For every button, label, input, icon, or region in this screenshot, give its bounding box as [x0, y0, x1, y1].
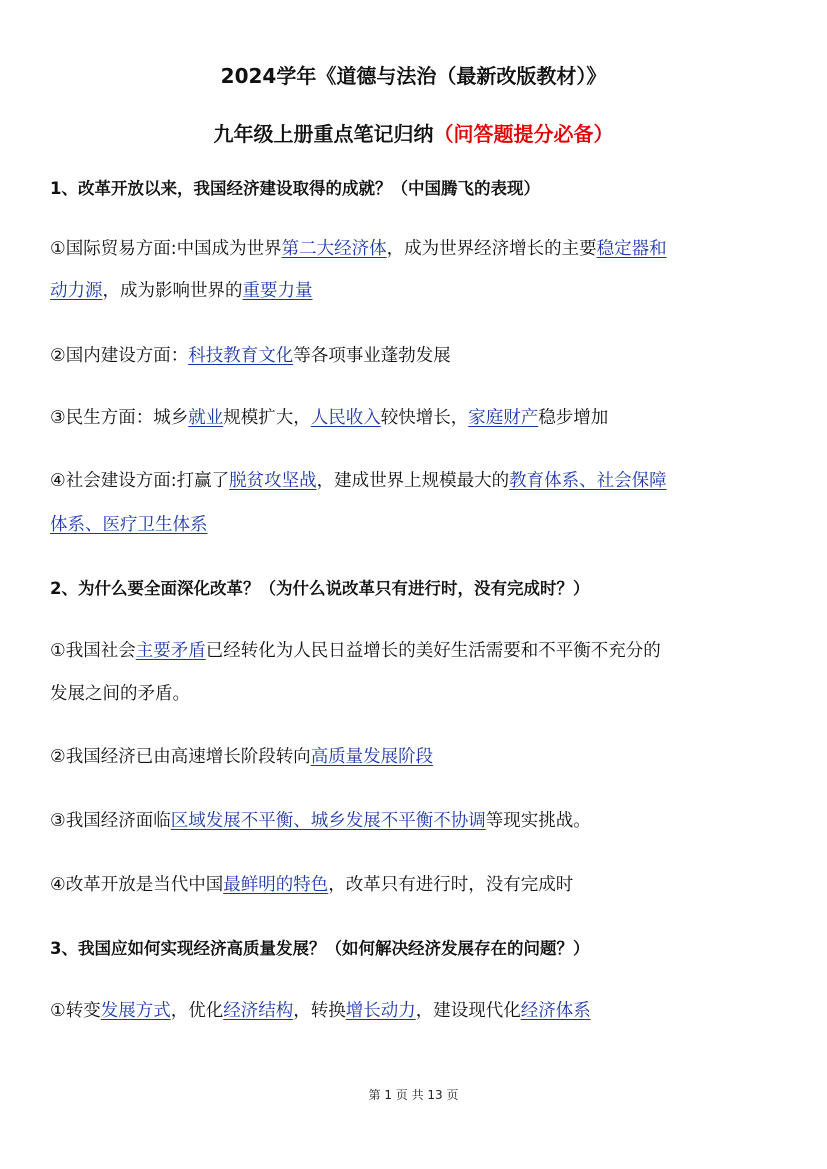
keyword: 家庭财产: [468, 408, 539, 428]
text: ④社会建设方面:打赢了: [50, 471, 230, 491]
text: ，改革只有进行时，没有完成时: [328, 875, 574, 895]
keyword: 第二大经济体: [281, 239, 387, 259]
keyword: 增长动力: [345, 1001, 416, 1021]
text: 较快增长，: [380, 408, 469, 428]
keyword: 人民收入: [310, 408, 381, 428]
section-1-heading: 1、改革开放以来，我国经济建设取得的成就？（中国腾飞的表现）: [50, 179, 540, 198]
keyword: 体系、医疗卫生体系: [50, 515, 208, 535]
text: ③我国经济面临: [50, 811, 171, 831]
text: ，建设现代化: [415, 1001, 521, 1021]
keyword: 经济结构: [223, 1001, 294, 1021]
keyword: 高质量发展阶段: [310, 747, 434, 767]
text: ②国内建设方面：: [50, 346, 189, 366]
document-subtitle: [0, 118, 827, 147]
section-1-item-3: [50, 404, 608, 429]
document-title: 2024学年《道德与法治（最新改版教材）》: [220, 64, 607, 88]
text: 已经转化为人民日益增长的美好生活需要和不平衡不充分的: [205, 641, 661, 661]
text: ①国际贸易方面:中国成为世界: [50, 239, 282, 259]
text: ①我国社会: [50, 641, 136, 661]
text: 稳步增加: [538, 408, 609, 428]
text: ，成为影响世界的: [102, 281, 243, 301]
section-2-item-2: [50, 743, 433, 768]
section-2-heading: 2、为什么要全面深化改革？（为什么说改革只有进行时，没有完成时？）: [50, 579, 590, 598]
text: ，建成世界上规模最大的: [316, 471, 510, 491]
section-3-item-1: [50, 997, 591, 1022]
page-number: 第 1 页 共 13 页: [368, 1088, 459, 1102]
keyword: 区域发展不平衡、城乡发展不平衡不协调: [170, 811, 486, 831]
text: 等各项事业蓬勃发展: [293, 346, 451, 366]
keyword: 稳定器和: [596, 239, 667, 259]
text: ，优化: [170, 1001, 224, 1021]
keyword: 脱贫攻坚战: [229, 471, 317, 491]
keyword: 主要矛盾: [135, 641, 206, 661]
section-2-item-1-line-1: [50, 637, 661, 662]
section-2-item-3: [50, 807, 591, 832]
section-1-item-2: [50, 342, 451, 367]
text: ②我国经济已由高速增长阶段转向: [50, 747, 311, 767]
text: 发展之间的矛盾。: [50, 684, 190, 704]
keyword: 科技教育文化: [188, 346, 294, 366]
subtitle-highlight: （问答题提分必备）: [433, 122, 614, 146]
text: 规模扩大，: [223, 408, 311, 428]
text: ③民生方面：城乡: [50, 408, 189, 428]
text: ①转变: [50, 1001, 101, 1021]
section-2-item-1-line-2: [50, 680, 190, 705]
keyword: 发展方式: [100, 1001, 171, 1021]
section-3-heading: 3、我国应如何实现经济高质量发展？（如何解决经济发展存在的问题？）: [50, 939, 590, 958]
section-1-item-4-line-1: [50, 467, 667, 492]
keyword: 经济体系: [520, 1001, 591, 1021]
subtitle-main: 九年级上册重点笔记归纳: [213, 122, 434, 146]
keyword: 重要力量: [242, 281, 313, 301]
text: ，转换: [293, 1001, 346, 1021]
keyword: 教育体系、社会保障: [509, 471, 667, 491]
section-2-item-4: [50, 871, 573, 896]
text: ，成为世界经济增长的主要: [386, 239, 597, 259]
section-1-item-1-line-2: [50, 277, 313, 302]
section-1-item-4-line-2: [50, 511, 208, 536]
keyword: 最鲜明的特色: [223, 875, 329, 895]
keyword: 动力源: [50, 281, 103, 301]
text: 等现实挑战。: [485, 811, 591, 831]
section-1-item-1-line-1: [50, 235, 667, 260]
text: ④改革开放是当代中国: [50, 875, 224, 895]
keyword: 就业: [188, 408, 224, 428]
